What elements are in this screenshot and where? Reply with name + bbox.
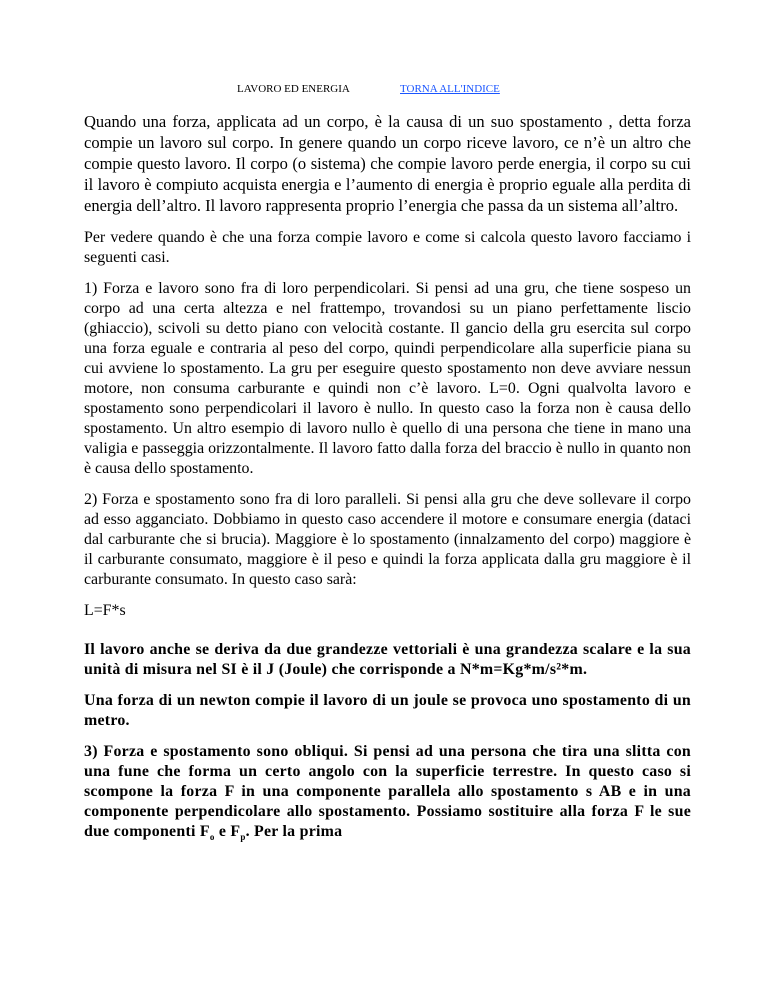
case-3-paragraph (84, 742, 691, 847)
joule-definition-paragraph: Una forza di un newton compie il lavoro di un joule se provoca uno spostamento di un metro. (84, 692, 691, 729)
case-3-text-end: . Per la prima (245, 823, 343, 840)
case-1-paragraph: 1) Forza e lavoro sono fra di loro perpendicolari. Si pensi ad una gru, che tiene sospeso un corpo ad una certa altezza e nel frattempo, trovandosi su un piano perfettamente liscio (ghiaccio), scivoli su detto piano con velocità costante. Il gancio della gru esercita sul corpo una forza eguale e contraria al peso del corpo, quindi perpendicolare alla superficie piana su cui avviene lo spostamento. La gru per eseguire questo spostamento non deve avviare nessun motore, non consuma carburante e quindi non c’è lavoro. L=0. Ogni qualvolta lavoro e spostamento sono perpendicolari il lavoro è nullo. In questo caso la forza non è causa dello spostamento. Un altro esempio di lavoro nullo è quello di una persona che tiene in mano una valigia e passeggia orizzontalmente. Il lavoro fatto dalla forza del braccio è nullo in quanto non è causa dello spostamento. (84, 280, 691, 477)
scalar-quantity-paragraph: Il lavoro anche se deriva da due grandezze vettoriali è una grandezza scalare e la sua unità di misura nel SI è il J (Joule) che corrisponde a N*m=Kg*m/s²*m. (84, 641, 691, 678)
case-3-text-mid: e F (214, 823, 241, 840)
page-title: LAVORO ED ENERGIA (237, 83, 350, 95)
work-formula: L=F*s (84, 602, 126, 619)
case-2-paragraph: 2) Forza e spostamento sono fra di loro paralleli. Si pensi alla gru che deve sollevare il corpo ad esso agganciato. Dobbiamo in questo caso accendere il motore e consumare energia (dataci dal carburante che si brucia). Maggiore è lo spostamento (innalzamento del corpo) maggiore è il carburante consumato, maggiore è il peso e quindi la forza applicata dalla gru maggiore è il carburante consumato. In questo caso sarà: (84, 491, 691, 588)
subscript-o: o (209, 832, 215, 843)
document-body (84, 111, 691, 847)
page-header (0, 82, 768, 102)
intro-paragraph: Quando una forza, applicata ad un corpo, è la causa di un suo spostamento , detta forza compie un lavoro sul corpo. In genere quando un corpo riceve lavoro, ce n’è un altro che compie questo lavoro. Il corpo (o sistema) che compie lavoro perde energia, il corpo su cui il lavoro è compiuto acquista energia e l’aumento di energia è proprio eguale alla perdita di energia dell’altro. Il lavoro rappresenta proprio l’energia che passa da un sistema all’altro. (84, 112, 691, 215)
cases-intro-paragraph: Per vedere quando è che una forza compie lavoro e come si calcola questo lavoro facciamo i seguenti casi. (84, 229, 691, 266)
subscript-p: p (240, 832, 246, 843)
case-3-text: 3) Forza e spostamento sono obliqui. Si pensi ad una persona che tira una slitta con una fune che forma un certo angolo con la superficie terrestre. In questo caso si scompone la forza F in una componente parallela allo spostamento s AB e in una componente perpendicolare allo spostamento. Possiamo sostituire alla forza F le sue due componenti F (84, 743, 691, 840)
index-link[interactable]: TORNA ALL'INDICE (400, 83, 500, 95)
